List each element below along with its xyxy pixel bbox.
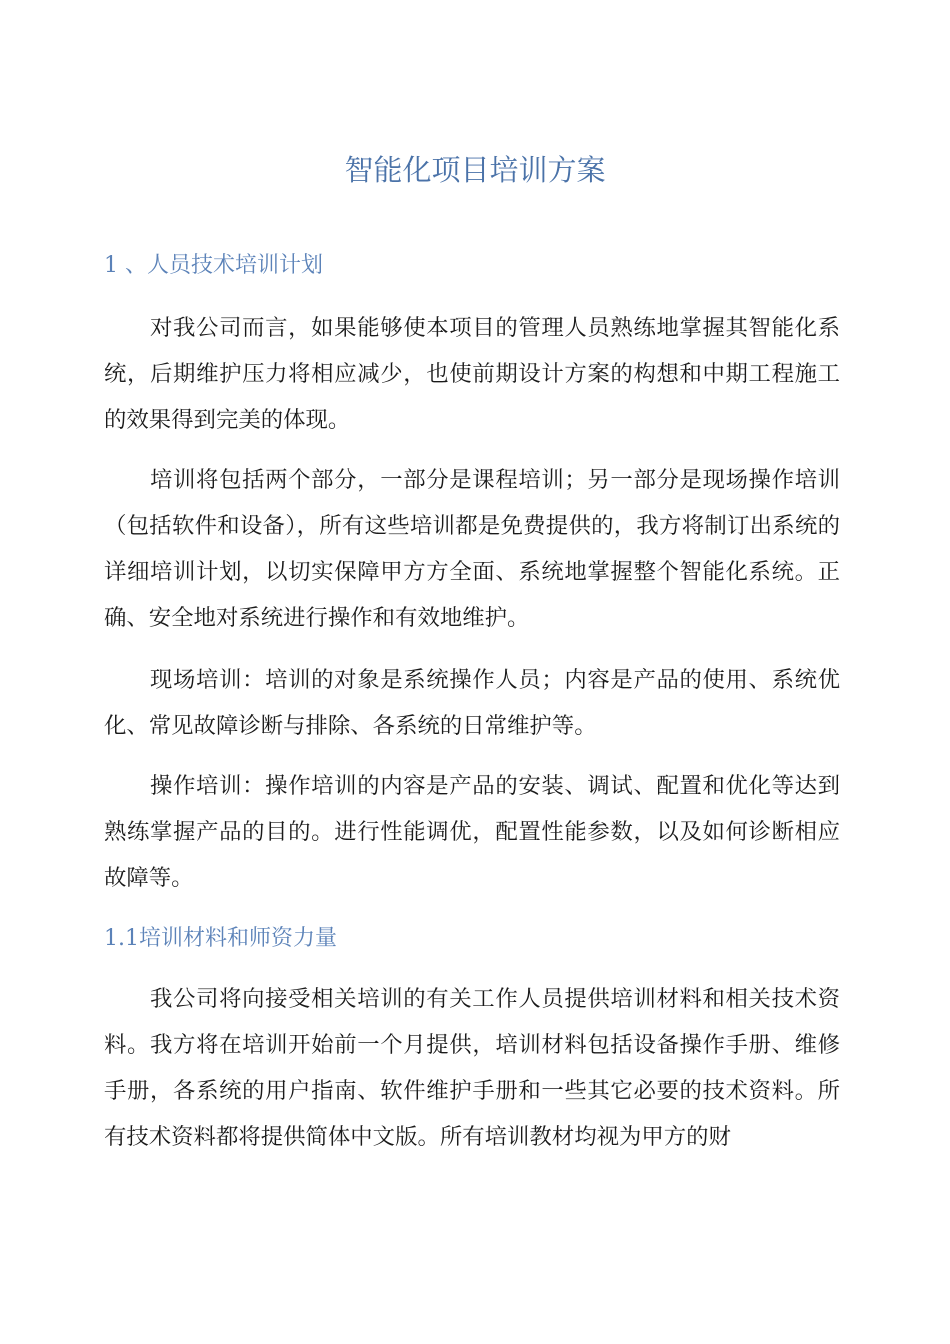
paragraph: 对我公司而言，如果能够使本项目的管理人员熟练地掌握其智能化系统，后期维护压力将相应减少，也使前期设计方案的构想和中期工程施工的效果得到完美的体现。 [104, 315, 840, 433]
paragraph: 现场培训：培训的对象是系统操作人员；内容是产品的使用、系统优化、常见故障诊断与排除、各系统的日常维护等。 [104, 667, 840, 739]
paragraph: 培训将包括两个部分，一部分是课程培训；另一部分是现场操作培训（包括软件和设备），所有这些培训都是免费提供的，我方将制订出系统的详细培训计划，以切实保障甲方方全面、系统地掌握整个智能化系统。正确、安全地对系统进行操作和有效地维护。 [104, 467, 840, 631]
document-title: 智能化项目培训方案 [344, 153, 606, 187]
paragraph: 操作培训：操作培训的内容是产品的安装、调试、配置和优化等达到熟练掌握产品的目的。进行性能调优，配置性能参数，以及如何诊断相应故障等。 [104, 773, 840, 891]
section-heading-1-1: 1.1培训材料和师资力量 [104, 926, 337, 951]
section-heading-1: 1 、人员技术培训计划 [104, 253, 323, 278]
paragraph: 我公司将向接受相关培训的有关工作人员提供培训材料和相关技术资料。我方将在培训开始前一个月提供，培训材料包括设备操作手册、维修手册，各系统的用户指南、软件维护手册和一些其它必要的技术资料。所有技术资料都将提供简体中文版。所有培训教材均视为甲方的财 [104, 986, 840, 1150]
